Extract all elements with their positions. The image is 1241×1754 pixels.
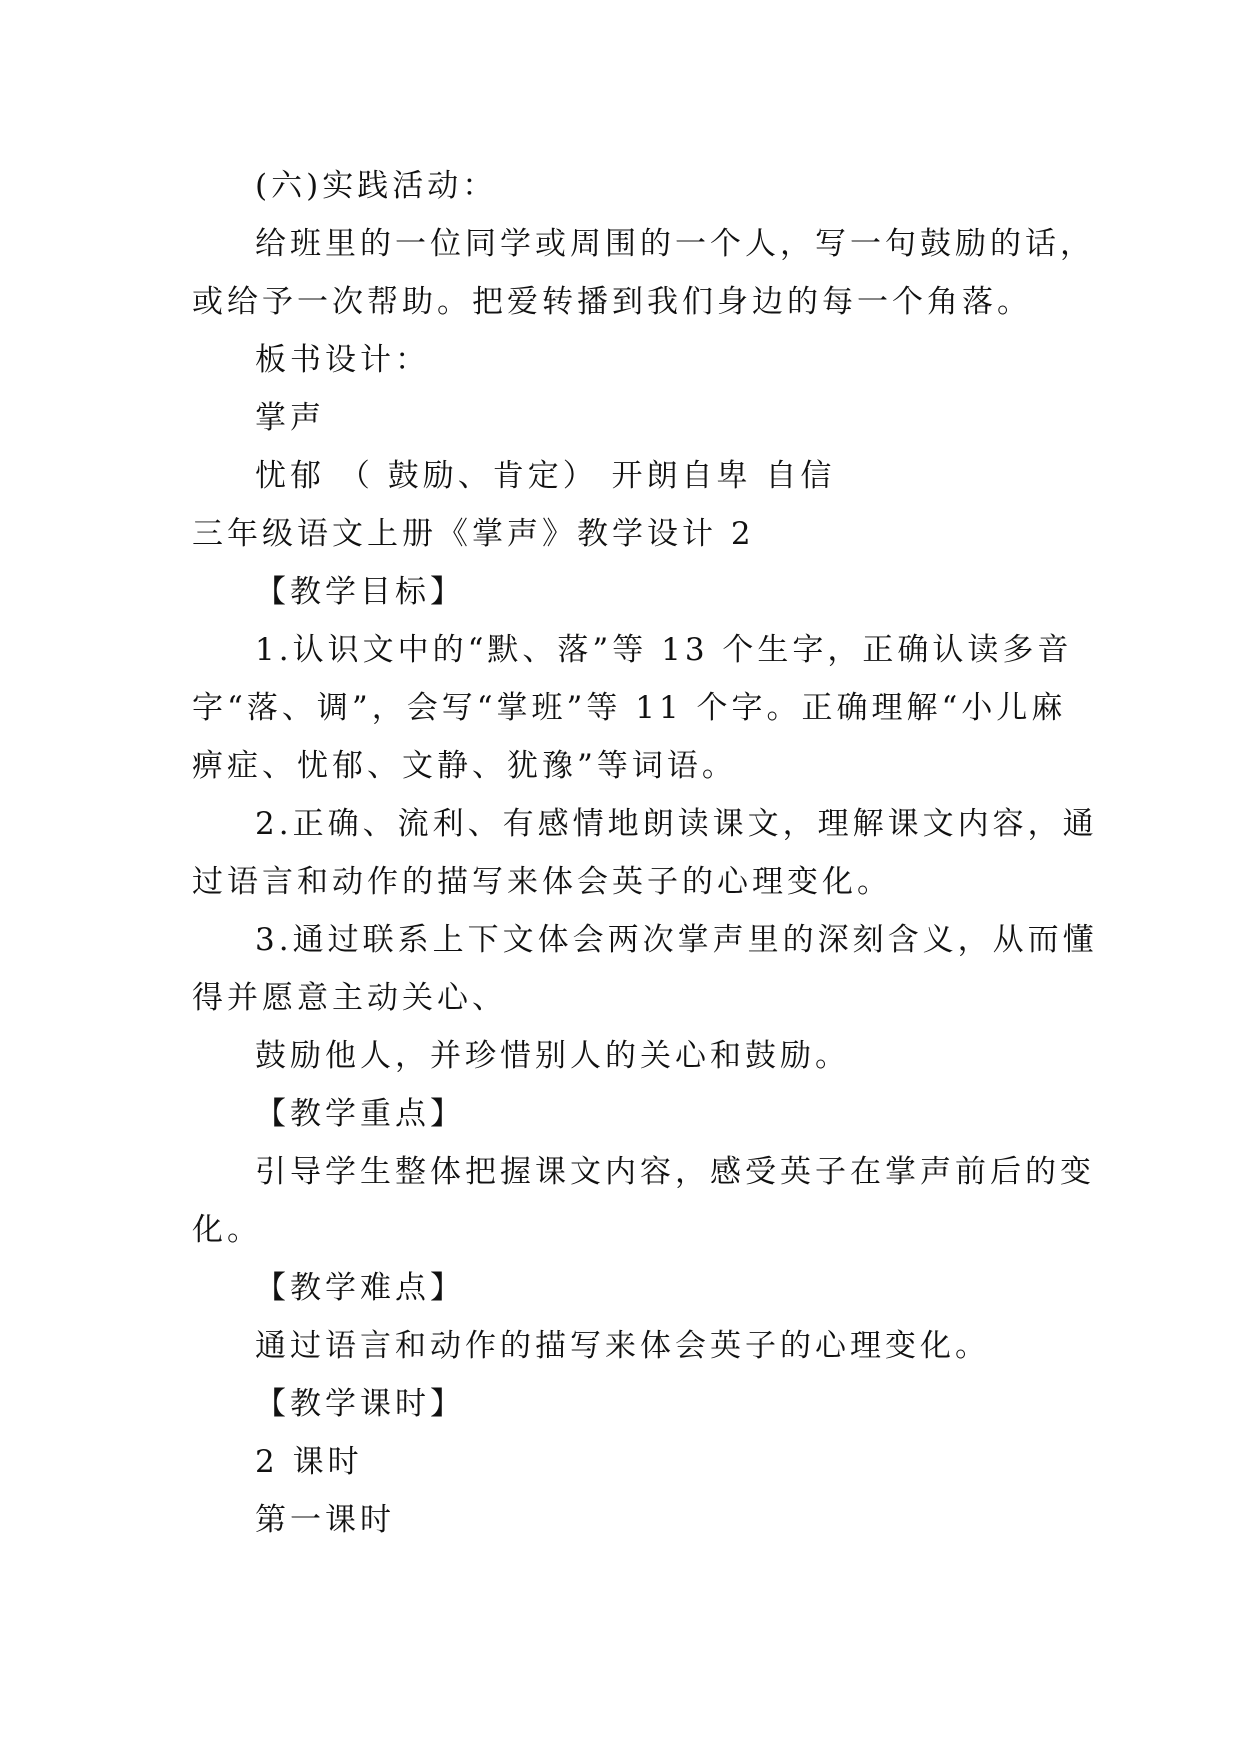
board-design-heading: 板书设计：: [255, 342, 430, 378]
first-lesson-heading: 第一课时: [255, 1502, 395, 1538]
paragraph-line: 给班里的一位同学或周围的一个人，写一句鼓励的话，: [255, 226, 1095, 262]
goal-1-line: 1.认识文中的“默、落”等 13 个生字，正确认读多音: [255, 632, 1073, 668]
goal-1-line: 字“落、调”，会写“掌班”等 11 个字。正确理解“小儿麻: [192, 690, 1067, 726]
board-design-content: 忧郁 （ 鼓励、肯定） 开朗自卑 自信: [255, 458, 836, 494]
difficulty-line: 通过语言和动作的描写来体会英子的心理变化。: [255, 1328, 990, 1364]
paragraph-line: 或给予一次帮助。把爱转播到我们身边的每一个角落。: [192, 284, 1032, 320]
section-heading-practice: (六)实践活动：: [255, 168, 498, 204]
focus-line: 化。: [192, 1212, 262, 1248]
goal-2-line: 过语言和动作的描写来体会英子的心理变化。: [192, 864, 892, 900]
document-title: 三年级语文上册《掌声》教学设计 2: [192, 516, 755, 552]
board-design-title: 掌声: [255, 400, 325, 436]
teaching-focus-heading: 【教学重点】: [255, 1096, 465, 1132]
teaching-goals-heading: 【教学目标】: [255, 574, 465, 610]
class-hours-heading: 【教学课时】: [255, 1386, 465, 1422]
goal-2-line: 2.正确、流利、有感情地朗读课文，理解课文内容，通: [255, 806, 1098, 842]
goal-3-line: 得并愿意主动关心、: [192, 980, 507, 1016]
goal-3-line: 鼓励他人，并珍惜别人的关心和鼓励。: [255, 1038, 850, 1074]
focus-line: 引导学生整体把握课文内容，感受英子在掌声前后的变: [255, 1154, 1095, 1190]
class-hours-value: 2 课时: [255, 1444, 363, 1480]
goal-1-line: 痹症、忧郁、文静、犹豫”等词语。: [192, 748, 737, 784]
teaching-difficulty-heading: 【教学难点】: [255, 1270, 465, 1306]
goal-3-line: 3.通过联系上下文体会两次掌声里的深刻含义，从而懂: [255, 922, 1098, 958]
